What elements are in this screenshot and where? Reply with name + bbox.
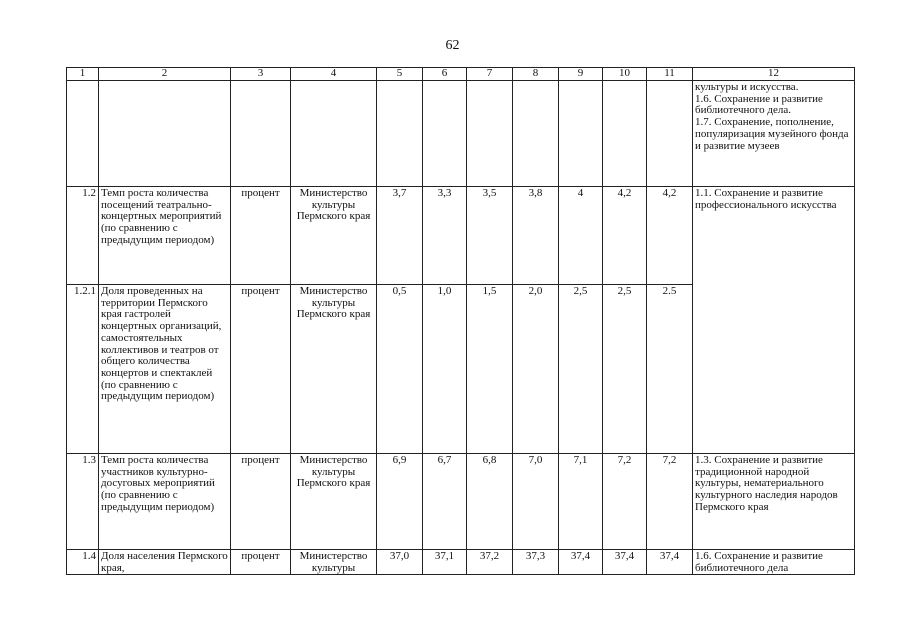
header-cell: 3 bbox=[231, 68, 291, 81]
value-cell: 7,1 bbox=[559, 454, 603, 550]
value-cell bbox=[603, 81, 647, 187]
value-cell: 6,7 bbox=[423, 454, 467, 550]
value-cell: 3,3 bbox=[423, 187, 467, 285]
header-cell: 8 bbox=[513, 68, 559, 81]
indicator-name: Темп роста количества посещений театрально-концертных мероприятий (по сравнению с предыдущим периодом) bbox=[99, 187, 231, 285]
header-cell: 4 bbox=[291, 68, 377, 81]
row-index bbox=[67, 81, 99, 187]
unit-cell: процент bbox=[231, 187, 291, 285]
value-cell: 37,2 bbox=[467, 550, 513, 575]
unit-cell: процент bbox=[231, 454, 291, 550]
value-cell: 37,4 bbox=[603, 550, 647, 575]
header-cell: 1 bbox=[67, 68, 99, 81]
indicator-name bbox=[99, 81, 231, 187]
task-cell: 1.1. Сохранение и развитие профессионального искусства bbox=[693, 187, 855, 454]
value-cell bbox=[559, 81, 603, 187]
value-cell bbox=[513, 81, 559, 187]
value-cell: 1,0 bbox=[423, 285, 467, 454]
value-cell: 2,5 bbox=[603, 285, 647, 454]
header-cell: 7 bbox=[467, 68, 513, 81]
header-cell: 10 bbox=[603, 68, 647, 81]
value-cell: 4 bbox=[559, 187, 603, 285]
value-cell: 6,9 bbox=[377, 454, 423, 550]
table-row bbox=[67, 550, 855, 575]
value-cell: 2,0 bbox=[513, 285, 559, 454]
value-cell: 7,2 bbox=[603, 454, 647, 550]
value-cell bbox=[377, 81, 423, 187]
value-cell: 37,1 bbox=[423, 550, 467, 575]
value-cell: 37,3 bbox=[513, 550, 559, 575]
unit-cell bbox=[231, 81, 291, 187]
row-index: 1.3 bbox=[67, 454, 99, 550]
header-row bbox=[67, 68, 855, 81]
task-cell: 1.3. Сохранение и развитие традиционной народной культуры, нематериального культурного наследия народов Пермского края bbox=[693, 454, 855, 550]
value-cell: 7,0 bbox=[513, 454, 559, 550]
indicator-name: Доля проведенных на территории Пермского края гастролей концертных организаций, самостоятельных коллективов и театров от общего количества концертов и спектаклей (по сравнению с предыдущим периодом) bbox=[99, 285, 231, 454]
value-cell: 0,5 bbox=[377, 285, 423, 454]
header-cell: 12 bbox=[693, 68, 855, 81]
row-index: 1.4 bbox=[67, 550, 99, 575]
table-row bbox=[67, 454, 855, 550]
value-cell bbox=[647, 81, 693, 187]
responsible-cell bbox=[291, 81, 377, 187]
unit-cell: процент bbox=[231, 550, 291, 575]
page-number: 62 bbox=[445, 38, 460, 53]
responsible-cell: Министерство культуры Пермского края bbox=[291, 285, 377, 454]
value-cell: 37,4 bbox=[559, 550, 603, 575]
indicator-name: Темп роста количества участников культурно-досуговых мероприятий (по сравнению с предыдущим периодом) bbox=[99, 454, 231, 550]
table-row bbox=[67, 187, 855, 285]
responsible-cell: Министерство культуры bbox=[291, 550, 377, 575]
task-cell: культуры и искусства. 1.6. Сохранение и развитие библиотечного дела. 1.7. Сохранение, пополнение, популяризация музейного фонда и развитие музеев bbox=[693, 81, 855, 187]
row-index: 1.2.1 bbox=[67, 285, 99, 454]
header-cell: 5 bbox=[377, 68, 423, 81]
value-cell: 4,2 bbox=[603, 187, 647, 285]
value-cell: 3,5 bbox=[467, 187, 513, 285]
unit-cell: процент bbox=[231, 285, 291, 454]
value-cell bbox=[467, 81, 513, 187]
responsible-cell: Министерство культуры Пермского края bbox=[291, 187, 377, 285]
value-cell: 1,5 bbox=[467, 285, 513, 454]
value-cell: 2.5 bbox=[647, 285, 693, 454]
indicator-table bbox=[66, 67, 855, 575]
value-cell bbox=[423, 81, 467, 187]
value-cell: 6,8 bbox=[467, 454, 513, 550]
header-cell: 11 bbox=[647, 68, 693, 81]
value-cell: 37,4 bbox=[647, 550, 693, 575]
value-cell: 4,2 bbox=[647, 187, 693, 285]
indicator-name: Доля населения Пермского края, bbox=[99, 550, 231, 575]
row-index: 1.2 bbox=[67, 187, 99, 285]
task-cell: 1.6. Сохранение и развитие библиотечного дела bbox=[693, 550, 855, 575]
value-cell: 7,2 bbox=[647, 454, 693, 550]
header-cell: 9 bbox=[559, 68, 603, 81]
value-cell: 2,5 bbox=[559, 285, 603, 454]
value-cell: 3,7 bbox=[377, 187, 423, 285]
header-cell: 6 bbox=[423, 68, 467, 81]
header-cell: 2 bbox=[99, 68, 231, 81]
value-cell: 37,0 bbox=[377, 550, 423, 575]
table-row bbox=[67, 81, 855, 187]
value-cell: 3,8 bbox=[513, 187, 559, 285]
responsible-cell: Министерство культуры Пермского края bbox=[291, 454, 377, 550]
